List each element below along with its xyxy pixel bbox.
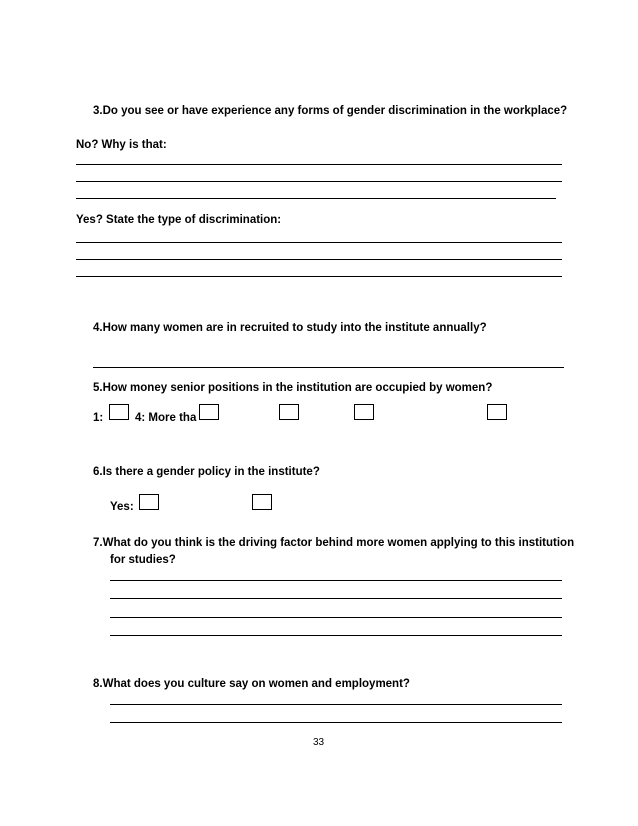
q5-question: 5.How money senior positions in the institution are occupied by women? — [93, 382, 493, 394]
q7-answer-line-1[interactable] — [110, 580, 562, 581]
q3-yes-answer-line-2[interactable] — [76, 259, 562, 260]
q5-checkbox-2[interactable] — [199, 404, 219, 420]
q3-no-answer-line-2[interactable] — [76, 181, 562, 182]
q3-yes-answer-line-1[interactable] — [76, 242, 562, 243]
q7-answer-line-2[interactable] — [110, 598, 562, 599]
q8-question: 8.What does you culture say on women and employment? — [93, 678, 410, 690]
q4-question: 4.How many women are in recruited to study into the institute annually? — [93, 322, 487, 334]
q3-no-answer-line-3[interactable] — [76, 198, 556, 199]
q7-question-line-2: for studies? — [110, 554, 176, 566]
q6-yes-checkbox[interactable] — [139, 494, 159, 510]
q5-checkbox-3[interactable] — [279, 404, 299, 420]
q5-option-4-label: 4: More tha — [135, 412, 197, 424]
q5-option-1-label: 1: — [93, 412, 104, 424]
q4-answer-line[interactable] — [93, 367, 564, 368]
q7-question-line-1: 7.What do you think is the driving factor behind more women applying to this institution — [93, 537, 575, 549]
q5-checkbox-1[interactable] — [109, 404, 129, 420]
q5-checkbox-5[interactable] — [487, 404, 507, 420]
q8-answer-line-1[interactable] — [110, 704, 562, 705]
q3-yes-answer-line-3[interactable] — [76, 276, 562, 277]
q7-answer-line-4[interactable] — [110, 635, 562, 636]
q3-yes-prompt: Yes? State the type of discrimination: — [76, 214, 282, 226]
q7-answer-line-3[interactable] — [110, 617, 562, 618]
q6-no-checkbox[interactable] — [252, 494, 272, 510]
q3-question: 3.Do you see or have experience any forms of gender discrimination in the workplace? — [93, 105, 568, 117]
q6-yes-label: Yes: — [110, 501, 134, 513]
page-number: 33 — [313, 737, 325, 748]
q8-answer-line-2[interactable] — [110, 722, 562, 723]
q3-no-prompt: No? Why is that: — [76, 139, 167, 151]
q3-no-answer-line-1[interactable] — [76, 164, 562, 165]
q5-checkbox-4[interactable] — [354, 404, 374, 420]
q6-question: 6.Is there a gender policy in the institute? — [93, 466, 320, 478]
